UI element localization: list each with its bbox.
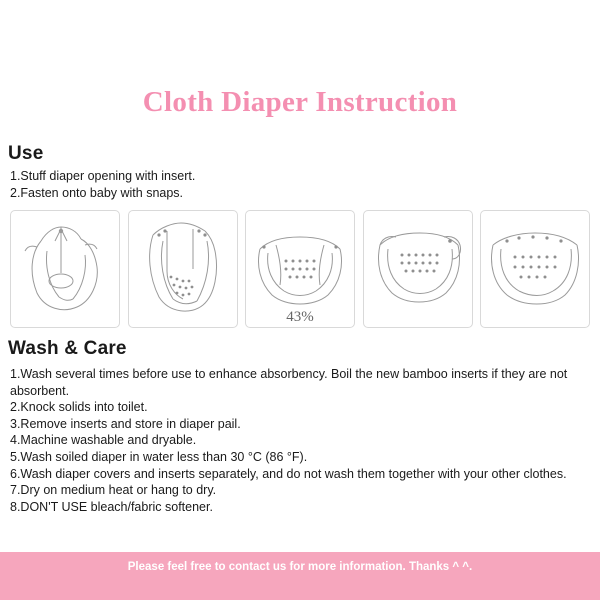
wash-care-heading: Wash & Care: [8, 338, 127, 359]
use-step: 2.Fasten onto baby with snaps.: [10, 185, 184, 200]
use-section-heading: Use: [8, 143, 44, 164]
diaper-stuff-illustration: [11, 211, 119, 327]
page-title: Cloth Diaper Instruction: [142, 86, 458, 118]
figure-insert-placed: [128, 210, 238, 328]
diaper-fasten-illustration: [364, 211, 472, 327]
use-step: 1.Stuff diaper opening with insert.: [10, 169, 196, 183]
figure-strip: [10, 210, 590, 330]
figure-snap-rise: [245, 210, 355, 328]
figure-fasten-snaps: [363, 210, 473, 328]
footer-banner: [0, 552, 600, 600]
figure-stuff-insert: [10, 210, 120, 328]
wash-care-item: 5.Wash soiled diaper in water less than 30 °C (86 °F).: [10, 449, 308, 464]
figure-finished-diaper: [480, 210, 590, 328]
wash-care-item: 1.Wash several times before use to enhance absorbency. Boil the new bamboo inserts if they are not absorbent.: [10, 367, 568, 398]
use-steps-list: [10, 168, 590, 201]
wash-care-item: 4.Machine washable and dryable.: [10, 433, 197, 448]
wash-care-list: [10, 366, 592, 515]
figure-rise-label: 43%: [286, 309, 314, 325]
wash-care-item: 8.DON'T USE bleach/fabric softener.: [10, 499, 213, 514]
wash-care-item: 6.Wash diaper covers and inserts separately, and do not wash them together with your other clothes.: [10, 466, 567, 481]
diaper-finished-illustration: [481, 211, 589, 327]
footer-contact-text: Please feel free to contact us for more information. Thanks ^ ^.: [127, 561, 473, 573]
wash-care-item: 2.Knock solids into toilet.: [10, 400, 148, 415]
diaper-insert-illustration: [129, 211, 237, 327]
wash-care-item: 3.Remove inserts and store in diaper pail.: [10, 416, 241, 431]
wash-care-item: 7.Dry on medium heat or hang to dry.: [10, 483, 217, 498]
